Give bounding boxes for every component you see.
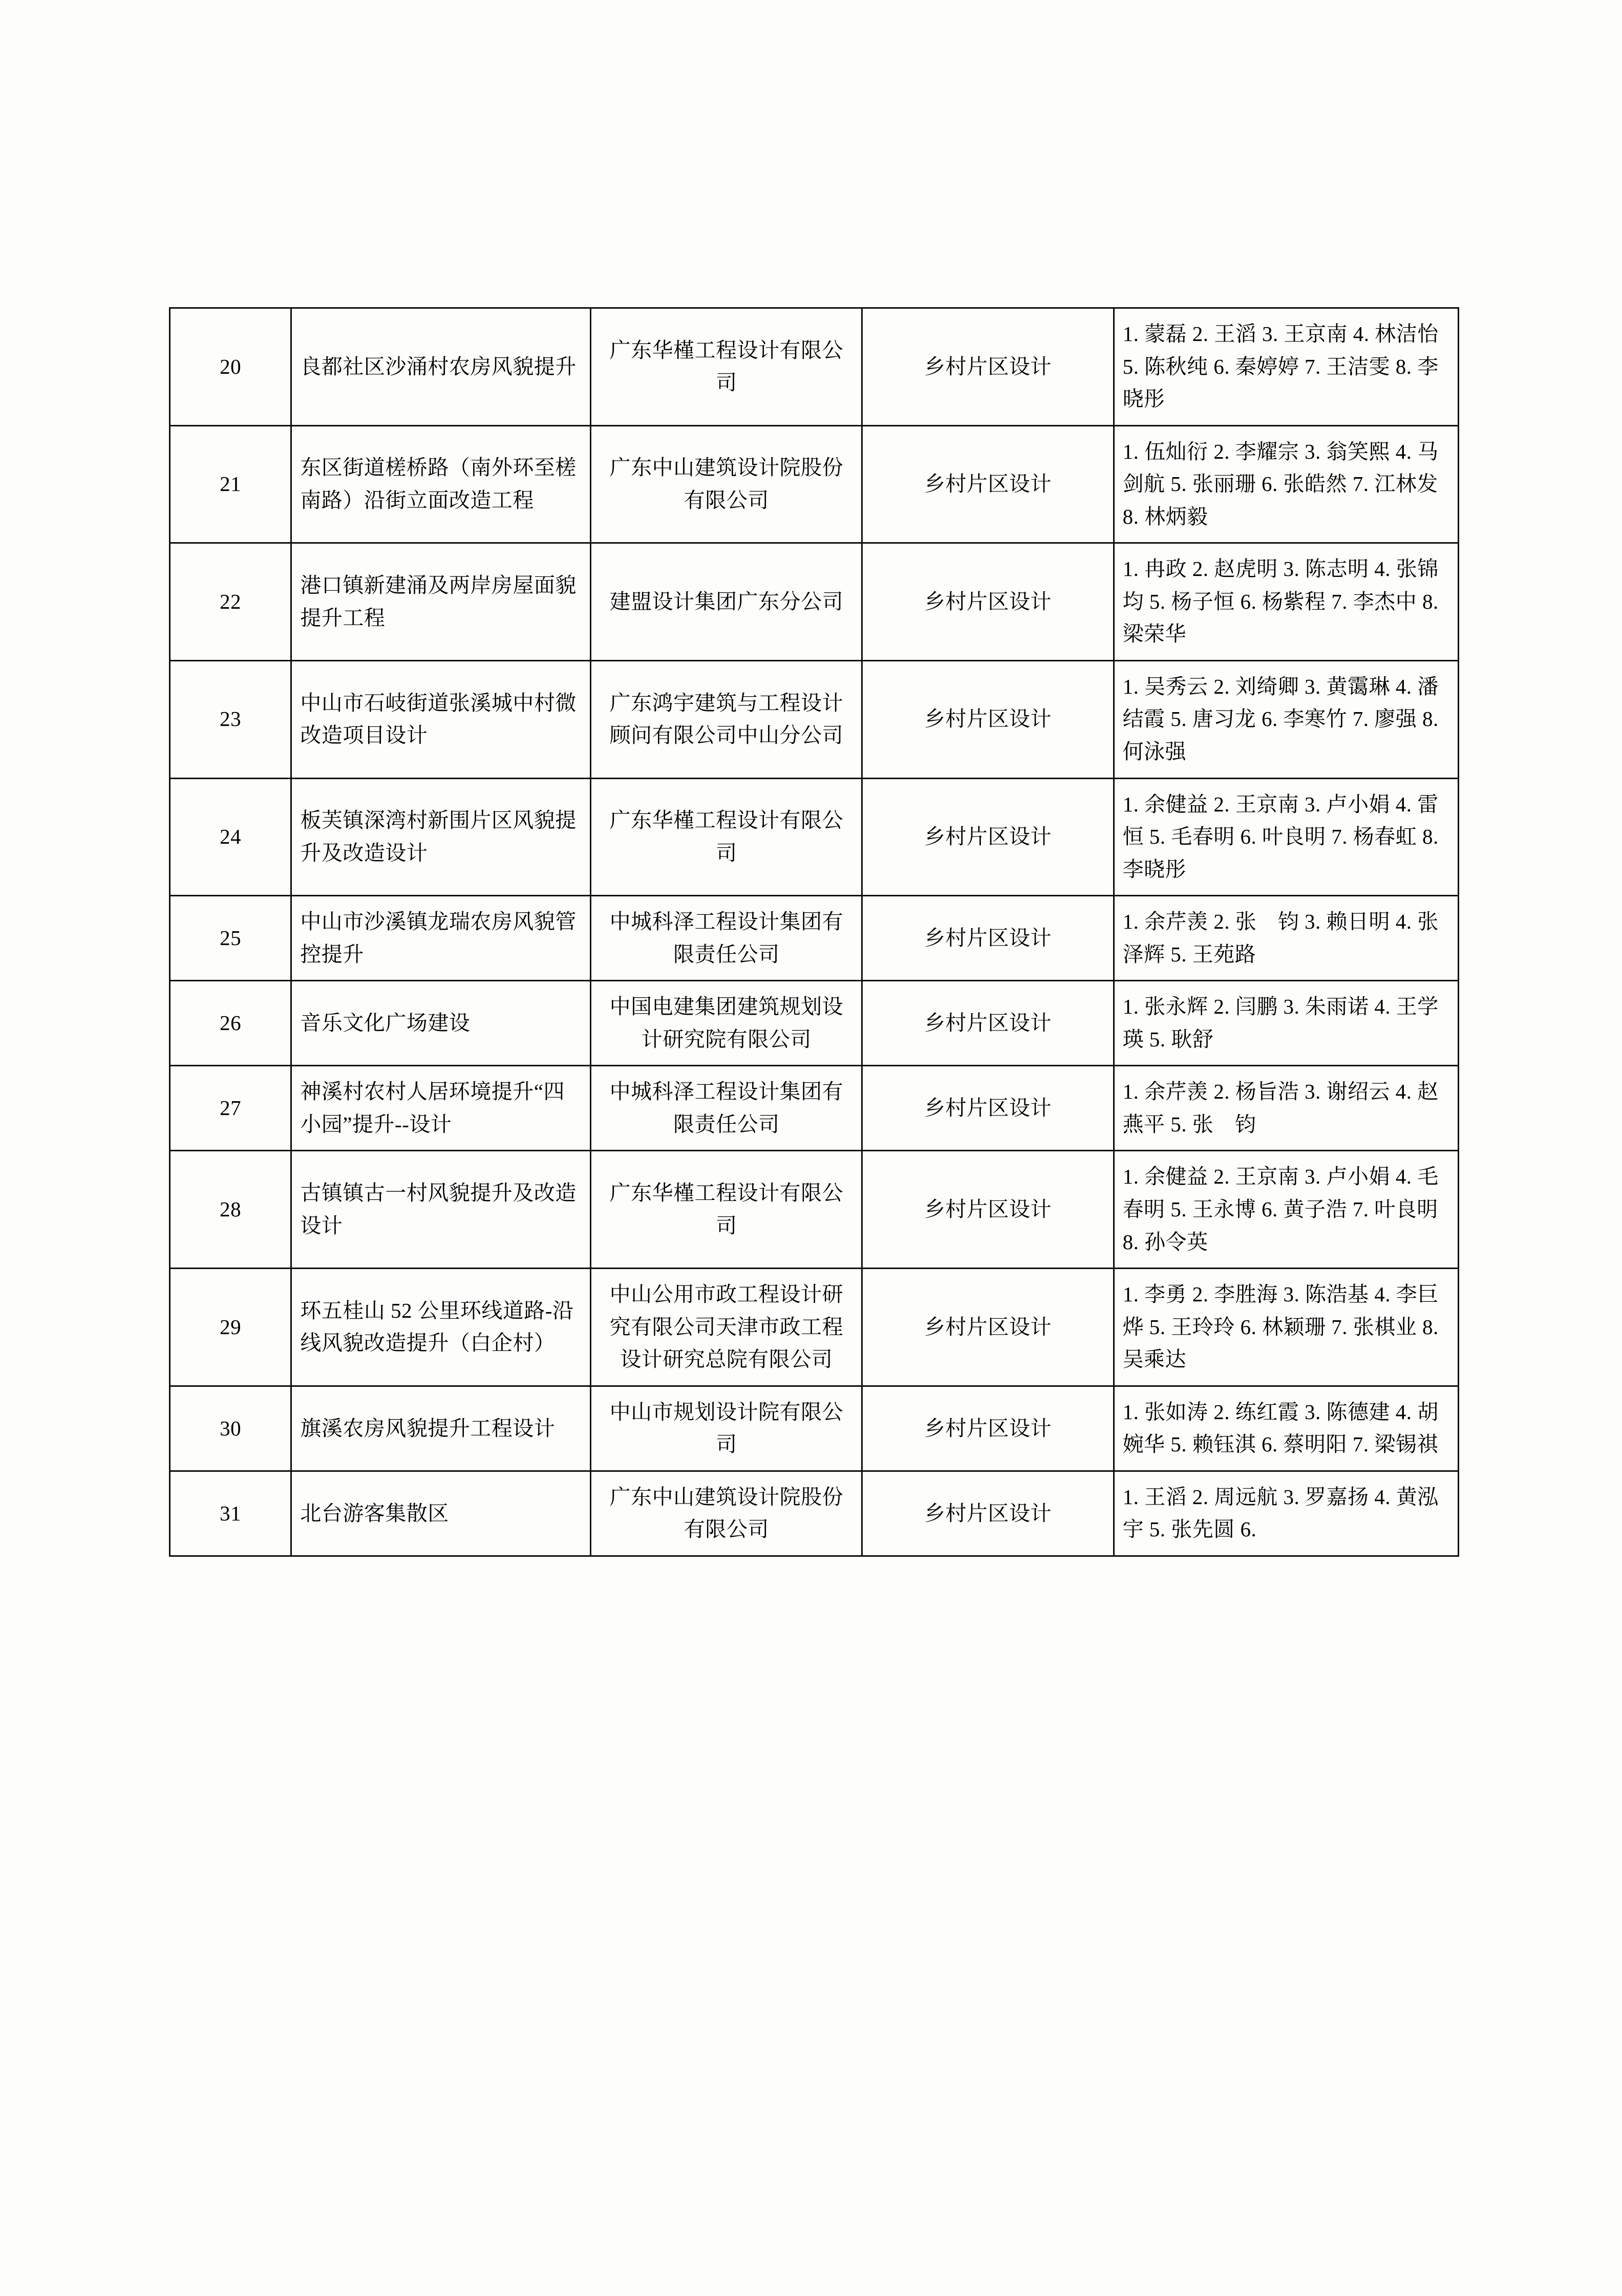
row-number: 31 [170,1471,291,1556]
design-personnel: 1. 余芹羡 2. 杨旨浩 3. 谢绍云 4. 赵燕平 5. 张 钧 [1114,1066,1458,1151]
table-row [170,308,1459,426]
applicant-organization: 建盟设计集团广东分公司 [591,543,862,661]
table-row [170,1471,1459,1556]
table-row [170,425,1459,543]
project-category: 乡村片区设计 [862,1386,1114,1471]
project-category: 乡村片区设计 [862,981,1114,1066]
project-name: 东区街道槎桥路（南外环至槎南路）沿街立面改造工程 [291,425,591,543]
project-name: 环五桂山 52 公里环线道路-沿线风貌改造提升（白企村） [291,1269,591,1386]
project-table-body [170,308,1459,1556]
row-number: 24 [170,778,291,896]
design-personnel: 1. 李勇 2. 李胜海 3. 陈浩基 4. 李巨烨 5. 王玲玲 6. 林颖珊 7. 张棋业 8. 吴乘达 [1114,1269,1458,1386]
table-row [170,1151,1459,1269]
project-category: 乡村片区设计 [862,425,1114,543]
project-name: 良都社区沙涌村农房风貌提升 [291,308,591,426]
design-personnel: 1. 张永辉 2. 闫鹏 3. 朱雨诺 4. 王学瑛 5. 耿舒 [1114,981,1458,1066]
table-row [170,1269,1459,1386]
applicant-organization: 中山公用市政工程设计研究有限公司天津市政工程设计研究总院有限公司 [591,1269,862,1386]
project-category: 乡村片区设计 [862,1151,1114,1269]
applicant-organization: 中山市规划设计院有限公司 [591,1386,862,1471]
project-table [169,307,1459,1557]
applicant-organization: 中城科泽工程设计集团有限责任公司 [591,1066,862,1151]
project-name: 神溪村农村人居环境提升“四小园”提升--设计 [291,1066,591,1151]
project-name: 北台游客集散区 [291,1471,591,1556]
table-row [170,543,1459,661]
row-number: 20 [170,308,291,426]
design-personnel: 1. 余芹羡 2. 张 钧 3. 赖日明 4. 张泽辉 5. 王苑路 [1114,896,1458,981]
design-personnel: 1. 蒙磊 2. 王滔 3. 王京南 4. 林洁怡 5. 陈秋纯 6. 秦婷婷 7. 王洁雯 8. 李晓彤 [1114,308,1458,426]
project-name: 音乐文化广场建设 [291,981,591,1066]
project-category: 乡村片区设计 [862,896,1114,981]
project-name: 古镇镇古一村风貌提升及改造设计 [291,1151,591,1269]
table-row [170,896,1459,981]
design-personnel: 1. 冉政 2. 赵虎明 3. 陈志明 4. 张锦均 5. 杨子恒 6. 杨紫程 7. 李杰中 8. 梁荣华 [1114,543,1458,661]
row-number: 29 [170,1269,291,1386]
applicant-organization: 广东中山建筑设计院股份有限公司 [591,1471,862,1556]
project-category: 乡村片区设计 [862,543,1114,661]
project-table-container [169,307,1459,1557]
design-personnel: 1. 伍灿衍 2. 李耀宗 3. 翁笑熙 4. 马剑航 5. 张丽珊 6. 张皓然 7. 江林发 8. 林炳毅 [1114,425,1458,543]
table-row [170,1386,1459,1471]
table-row [170,660,1459,778]
design-personnel: 1. 张如涛 2. 练红霞 3. 陈德建 4. 胡婉华 5. 赖钰淇 6. 蔡明阳 7. 梁锡祺 [1114,1386,1458,1471]
table-row [170,981,1459,1066]
project-category: 乡村片区设计 [862,1066,1114,1151]
project-category: 乡村片区设计 [862,660,1114,778]
row-number: 25 [170,896,291,981]
row-number: 22 [170,543,291,661]
row-number: 26 [170,981,291,1066]
row-number: 28 [170,1151,291,1269]
project-category: 乡村片区设计 [862,1471,1114,1556]
project-name: 港口镇新建涌及两岸房屋面貌提升工程 [291,543,591,661]
row-number: 30 [170,1386,291,1471]
applicant-organization: 中国电建集团建筑规划设计研究院有限公司 [591,981,862,1066]
applicant-organization: 中城科泽工程设计集团有限责任公司 [591,896,862,981]
project-name: 旗溪农房风貌提升工程设计 [291,1386,591,1471]
applicant-organization: 广东鸿宇建筑与工程设计顾问有限公司中山分公司 [591,660,862,778]
project-name: 中山市沙溪镇龙瑞农房风貌管控提升 [291,896,591,981]
applicant-organization: 广东中山建筑设计院股份有限公司 [591,425,862,543]
design-personnel: 1. 余健益 2. 王京南 3. 卢小娟 4. 雷恒 5. 毛春明 6. 叶良明 7. 杨春虹 8. 李晓彤 [1114,778,1458,896]
project-category: 乡村片区设计 [862,1269,1114,1386]
row-number: 21 [170,425,291,543]
project-category: 乡村片区设计 [862,778,1114,896]
design-personnel: 1. 余健益 2. 王京南 3. 卢小娟 4. 毛春明 5. 王永博 6. 黄子浩 7. 叶良明 8. 孙令英 [1114,1151,1458,1269]
table-row [170,1066,1459,1151]
project-name: 板芙镇深湾村新围片区风貌提升及改造设计 [291,778,591,896]
row-number: 23 [170,660,291,778]
applicant-organization: 广东华槿工程设计有限公司 [591,1151,862,1269]
row-number: 27 [170,1066,291,1151]
table-row [170,778,1459,896]
design-personnel: 1. 吴秀云 2. 刘绮卿 3. 黄霭琳 4. 潘结霞 5. 唐习龙 6. 李寒竹 7. 廖强 8. 何泳强 [1114,660,1458,778]
applicant-organization: 广东华槿工程设计有限公司 [591,308,862,426]
project-name: 中山市石岐街道张溪城中村微改造项目设计 [291,660,591,778]
design-personnel: 1. 王滔 2. 周远航 3. 罗嘉扬 4. 黄泓宇 5. 张先圆 6. [1114,1471,1458,1556]
project-category: 乡村片区设计 [862,308,1114,426]
applicant-organization: 广东华槿工程设计有限公司 [591,778,862,896]
